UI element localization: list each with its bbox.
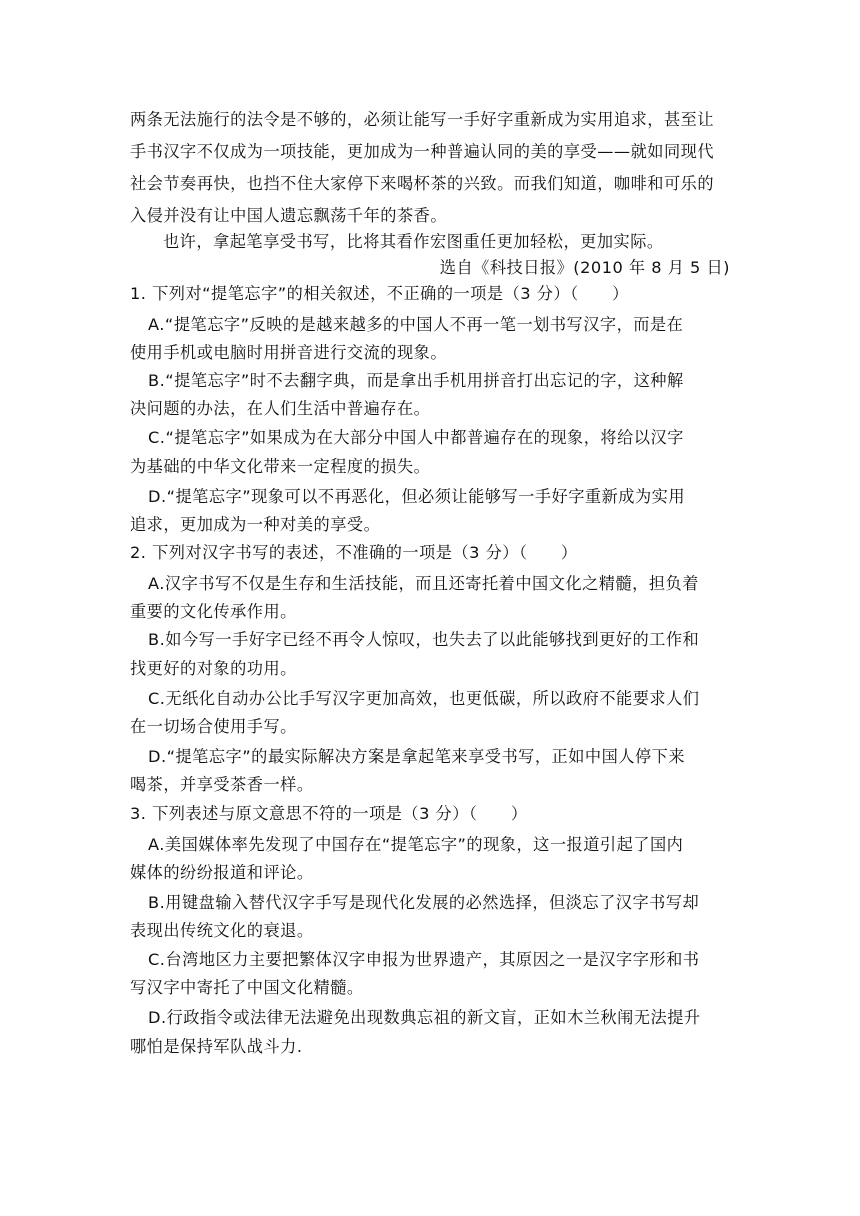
- question-2-option-d-cont: 喝茶，并享受茶香一样。: [130, 775, 314, 794]
- passage-line: 社会节奏再快，也挡不住大家停下来喝杯茶的兴致。而我们知道，咖啡和可乐的: [130, 174, 715, 193]
- question-2-option-d: D.“提笔忘字”的最实际解决方案是拿起笔来享受书写，正如中国人停下来: [148, 747, 686, 766]
- question-1-option-a: A.“提笔忘字”反映的是越来越多的中国人不再一笔一划书写汉字，而是在: [148, 315, 684, 334]
- question-3-option-a: A.美国媒体率先发现了中国存在“提笔忘字”的现象，这一报道引起了国内: [148, 835, 684, 854]
- question-1-option-c-cont: 为基础的中华文化带来一定程度的损失。: [130, 457, 431, 476]
- closing-paragraph: 也许，拿起笔享受书写，比将其看作宏图重任更加轻松，更加实际。: [163, 232, 664, 251]
- question-1-option-a-cont: 使用手机或电脑时用拼音进行交流的现象。: [130, 343, 448, 362]
- question-3-option-b-cont: 表现出传统文化的衰退。: [130, 921, 314, 940]
- passage-line: 手书汉字不仅成为一项技能，更加成为一种普遍认同的美的享受——就如同现代: [130, 142, 715, 161]
- passage-line: 两条无法施行的法令是不够的，必须让能写一手好字重新成为实用追求，甚至让: [130, 110, 715, 129]
- source-citation: 选自《科技日报》(2010 年 8 月 5 日): [439, 258, 730, 277]
- question-1-option-d: D.“提笔忘字”现象可以不再恶化，但必须让能够写一手好字重新成为实用: [148, 487, 686, 506]
- question-1-stem: 1. 下列对“提笔忘字”的相关叙述，不正确的一项是（3 分）（ ）: [130, 284, 629, 303]
- question-2-option-b-cont: 找更好的对象的功用。: [130, 659, 297, 678]
- question-3-option-a-cont: 媒体的纷纷报道和评论。: [130, 863, 314, 882]
- question-2-option-c-cont: 在一切场合使用手写。: [130, 717, 297, 736]
- question-1-option-d-cont: 追求，更加成为一种对美的享受。: [130, 515, 381, 534]
- question-3-option-c-cont: 写汉字中寄托了中国文化精髓。: [130, 978, 364, 997]
- question-1-option-c: C.“提笔忘字”如果成为在大部分中国人中都普遍存在的现象，将给以汉字: [148, 428, 684, 447]
- question-2-option-b: B.如今写一手好字已经不再令人惊叹，也失去了以此能够找到更好的工作和: [148, 630, 700, 649]
- question-3-option-d: D.行政指令或法律无法避免出现数典忘祖的新文盲，正如木兰秋闱无法提升: [148, 1008, 701, 1027]
- question-1-option-b: B.“提笔忘字”时不去翻字典，而是拿出手机用拼音打出忘记的字，这种解: [148, 371, 684, 390]
- passage-line: 入侵并没有让中国人遗忘飘荡千年的茶香。: [130, 206, 448, 225]
- question-3-stem: 3. 下列表述与原文意思不符的一项是（3 分）（ ）: [130, 804, 528, 823]
- question-3-option-d-cont: 哪怕是保持军队战斗力.: [130, 1037, 303, 1056]
- question-2-option-c: C.无纸化自动办公比手写汉字更加高效，也更低碳，所以政府不能要求人们: [148, 689, 700, 708]
- question-2-option-a: A.汉字书写不仅是生存和生活技能，而且还寄托着中国文化之精髓，担负着: [148, 574, 699, 593]
- question-2-option-a-cont: 重要的文化传承作用。: [130, 602, 297, 621]
- question-1-option-b-cont: 决问题的办法，在人们生活中普遍存在。: [130, 399, 431, 418]
- question-3-option-c: C.台湾地区力主要把繁体汉字申报为世界遗产，其原因之一是汉字字形和书: [148, 950, 700, 969]
- question-3-option-b: B.用键盘输入替代汉字手写是现代化发展的必然选择，但淡忘了汉字书写却: [148, 893, 700, 912]
- question-2-stem: 2. 下列对汉字书写的表述，不准确的一项是（3 分）（ ）: [130, 543, 578, 562]
